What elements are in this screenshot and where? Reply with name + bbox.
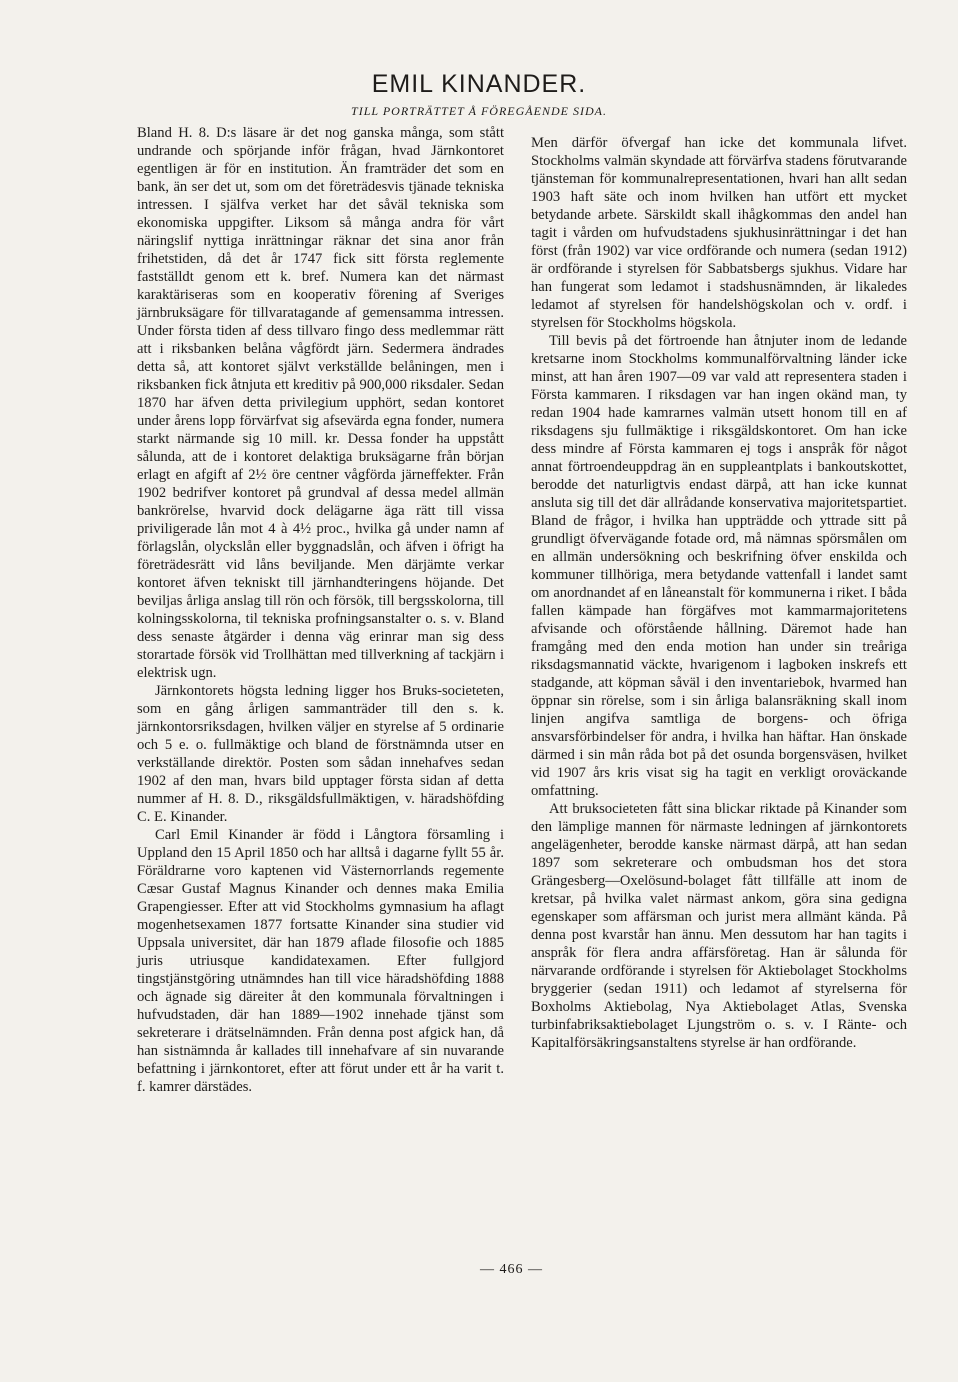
paragraph: Järnkontorets högsta ledning ligger hos Bruks-societeten, som en gång årligen sammanträder till den s. k. järnkontorsriksdagen, hvilken väljer en styrelse af 5 ordinarie och 5 e. o. fullmäktige och bland de förstnämnda utser en verkställande direktör. Posten som sådan innehafves sedan 1902 af den man, hvars bild upptager första sidan af detta nummer af H. 8. D., riksgäldsfullmäktigen, v. häradshöfding C. E. Kinander. <box>137 683 504 825</box>
page-number: — 466 — <box>480 1262 543 1277</box>
paragraph: Men därför öfvergaf han icke det kommunala lifvet. Stockholms valmän skyndade att förvärfva stadens förutvarande tjänsteman för kommunalrepresentationen, hvari han allt sedan 1903 haft säte och inom hvilken han utfört ett mycket betydande arbete. Särskildt skall ihågkommas den andel han tagit i vården om hufvudstadens sjukhusinrättningar i det han först (från 1902) var vice ordförande och numera (sedan 1912) är ordförande i styrelsen för Sabbatsbergs sjukhus. Vidare har han fungerat som ledamot i stadshusnämnden, är likaledes ledamot af styrelsen för handelshögskolan och v. ordf. i styrelsen för Stockholms högskola. <box>531 135 907 331</box>
article-title: EMIL KINANDER. <box>371 70 587 98</box>
paragraph: Att bruksocieteten fått sina blickar riktade på Kinander som den lämplige mannen för närmaste ledningen af järnkontorets angelägenheter, berodde kanske närmast därpå, att han sedan 1897 som sekreterare och ombudsman hos det stora Grängesberg—Oxelösund-bolaget fått tillfälle att inom de kretsar, på hvilka valet närmast ankom, göra sina gedigna egenskaper som affärsman och jurist mera allmänt kända. På denna post kvarstår han ännu. Men dessutom har han tagits i anspråk för flera andra affärsföretag. Han är sålunda för närvarande ordförande i styrelsen för Aktiebolaget Stockholms bryggerier (sedan 1911) och ledamot af styrelserna för Boxholms Aktiebolag, Nya Aktiebolaget Atlas, Svenska turbinfabriksaktiebolaget Ljungström o. s. v. I Ränte- och Kapitalförsäkringsanstaltens styrelse är han ordförande. <box>531 801 907 1051</box>
paragraph: Carl Emil Kinander är född i Långtora församling i Uppland den 15 April 1850 och har alltså i dagarne fyllt 55 år. Föräldrarne voro kaptenen vid Västernorrlands regemente Cæsar Gustaf Magnus Kinander och dennes maka Emilia Grapengiesser. Efter att vid Stockholms gymnasium ha aflagt mogenhetsexamen 1877 fortsatte Kinander sina studier vid Uppsala universitet, där han 1879 aflade filosofie och 1885 juris utriusque kandidatexamen. Efter fullgjord tingstjänstgöring utnämndes han till vice häradshöfding 1888 och ägnade sig däreiter åt den kommunala förvaltningen i hufvudstaden, där han 1889—1902 innehade tjänst som sekreterare i drätselnämnden. Från denna post afgick han, då han sistnämnda år kallades till innehafvare af sin nuvarande befattning i järnkontoret, efter att förut under ett år ha varit t. f. kamrer därstädes. <box>137 827 504 1095</box>
left-column <box>137 124 504 1096</box>
right-column <box>531 134 907 1052</box>
article-subtitle: TILL PORTRÄTTET Å FÖREGÅENDE SIDA. <box>351 104 607 118</box>
paragraph: Bland H. 8. D:s läsare är det nog ganska många, som stått undrande och spörjande inför frågan, hvad Järnkontoret egentligen är för en institution. Än framträder det som en bank, än ser det ut, som om det företrädesvis tjänade tekniska intressen. I själfva verket har det såväl tekniska som ekonomiska uppgifter. Liksom så många andra för vårt näringslif nyttiga inrättningar räknar det sina anor från frihetstiden, då det år 1747 fick sitt första reglemente fastställdt genom ett k. bref. Numera kan det närmast karaktäriseras som en kooperativ förening af Sveriges järnbruksägare för tillvaratagande af gemensamma intressen. Under första tiden af dess tillvaro fingo dess medlemmar rätt att i riksbanken belåna vågfördt järn. Sedermera ändrades detta så, att kontoret självt verkställde belåningen, men i riksbanken fick åtnjuta ett kreditiv på 900,000 riksdaler. Sedan 1870 har äfven detta privilegium upphört, sedan kontoret under årens lopp förvärfvat sig afsevärda egna fonder, numera starkt närmande sig 10 mill. kr. Dessa fonder ha uppstått sålunda, att de i kontoret delaktiga bruksägarne från början erlagt en afgift af 2½ öre centner vågförda järneffekter. Från 1902 bedrifver kontoret på grundval af dessa medel allmän bankrörelse, hvarvid dock delägarne äga rätt till vissa priviligerade lån mot 4 à 4½ proc., hvilka gå under namn af förlagslån, olyckslån eller byggnadslån, och äfven i öfrigt ha företrädesrätt vid låns beviljande. Men därjämte verkar kontoret äfven tekniskt till järnhandteringens höjande. Det beviljas årliga anslag till rön och försök, till bergsskolorna, till kolningsskolorna, til tekniska profningsanstalter o. s. v. Bland dess senaste åtgärder i denna väg erinrar man sig dess storartade försök vid Trollhättan med tillverkning af tackjärn i elektrisk ugn. <box>137 125 504 681</box>
paragraph: Till bevis på det förtroende han åtnjuter inom de ledande kretsarne inom Stockholms kommunalförvaltning länder icke minst, att han åren 1907—09 var vald att representera staden i Första kammaren. I riksdagen var han ingen okänd man, ty redan 1904 hade kamrarnes valmän utsett honom till en af riksdagens sju fullmäktige i riksgäldskontoret. Om han icke dess mindre af Första kammaren ej togs i anspråk för något annat förtroendeuppdrag än en suppleantplats i bankoutskottet, berodde det naturligtvis endast därpå, att han icke kunnat ansluta sig till det där allrådande konservativa majoritetspartiet. Bland de frågor, i hvilka han uppträdde och yttrade sitt på grundligt öfvervägande fotade ord, må nämnas spörsmålen om en allmän undersökning och beskrifning öfver enskilda och kommuner tillhöriga, mera betydande vattenfall i landet samt om anordnandet af en låneanstalt för kommunerna i riket. I båda fallen kämpade han förgäfves mot kammarmajoritetens afvisande och oförstående hållning. Däremot hade han framgång med den enda motion han under sin treåriga riksdagsmannatid väckte, hvarigenom i lagboken inskrefs ett stadgande, att köpman såväl i den inventariebok, hvarmed han öppnar sin rörelse, som i sin årliga balansräkning skall inom linjen angifva samtliga de borgens- och öfriga ansvarsförbindelser för andra, i hvilka han häftar. Han önskade därmed i sin mån råda bot på det osunda borgensväsen, hvilket vid 1907 års kris visat sig ha tagit en verkligt oroväckande omfattning. <box>531 333 907 799</box>
